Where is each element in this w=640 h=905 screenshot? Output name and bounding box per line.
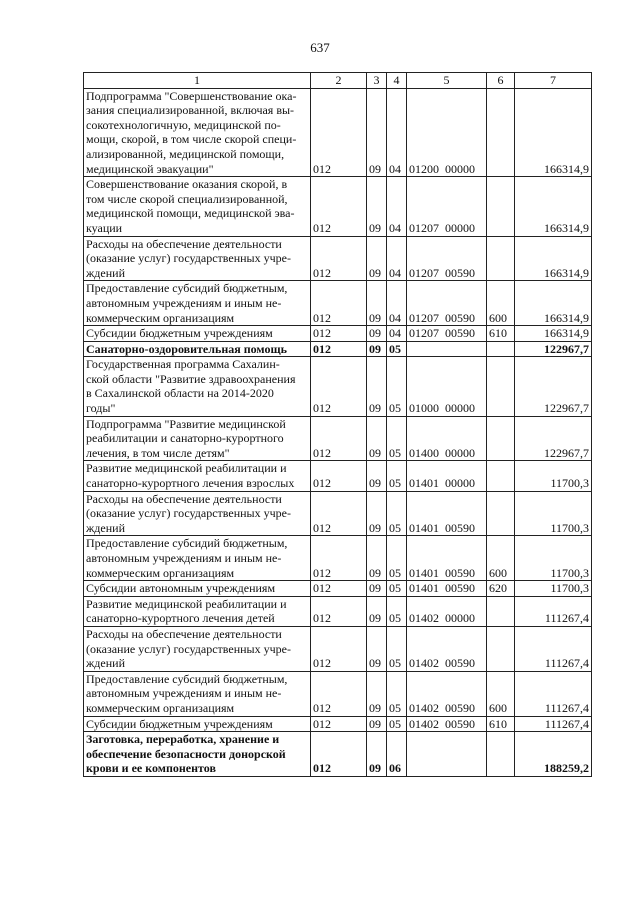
section-code: 09 [367, 416, 387, 461]
expense-type [487, 461, 515, 491]
header-cell: 6 [487, 73, 515, 89]
subsection-code: 05 [387, 626, 407, 671]
amount: 11700,3 [515, 461, 592, 491]
subsection-code: 05 [387, 536, 407, 581]
header-cell: 7 [515, 73, 592, 89]
amount: 166314,9 [515, 177, 592, 236]
item-name: Предоставление субсидий бюджетным, автономным учреждениям и иным не- коммерческим организациям [84, 536, 311, 581]
target-article: 01402 00590 [407, 671, 487, 716]
amount: 111267,4 [515, 626, 592, 671]
expense-type: 620 [487, 581, 515, 597]
amount: 122967,7 [515, 416, 592, 461]
item-name: Расходы на обеспечение деятельности (оказание услуг) государственных учре- ждений [84, 491, 311, 536]
section-code: 09 [367, 732, 387, 777]
subsection-code: 05 [387, 357, 407, 416]
budget-table [83, 72, 592, 777]
expense-type: 610 [487, 716, 515, 732]
header-cell: 5 [407, 73, 487, 89]
expense-type [487, 88, 515, 177]
ministry-code: 012 [311, 596, 367, 626]
target-article: 01401 00590 [407, 536, 487, 581]
item-name: Предоставление субсидий бюджетным, автономным учреждениям и иным не- коммерческим организациям [84, 671, 311, 716]
section-code: 09 [367, 536, 387, 581]
ministry-code: 012 [311, 357, 367, 416]
table-row [84, 461, 592, 491]
expense-type [487, 491, 515, 536]
subsection-code: 05 [387, 596, 407, 626]
amount: 111267,4 [515, 716, 592, 732]
target-article: 01207 00000 [407, 177, 487, 236]
expense-type [487, 357, 515, 416]
table-row [84, 491, 592, 536]
table-row [84, 671, 592, 716]
amount: 122967,7 [515, 341, 592, 357]
amount: 166314,9 [515, 281, 592, 326]
table-row [84, 626, 592, 671]
ministry-code: 012 [311, 716, 367, 732]
expense-type [487, 626, 515, 671]
table-row [84, 88, 592, 177]
amount: 166314,9 [515, 326, 592, 342]
ministry-code: 012 [311, 88, 367, 177]
item-name: Субсидии бюджетным учреждениям [84, 326, 311, 342]
page-number: 637 [310, 40, 330, 55]
ministry-code: 012 [311, 581, 367, 597]
target-article: 01207 00590 [407, 281, 487, 326]
section-code: 09 [367, 341, 387, 357]
subsection-code: 05 [387, 671, 407, 716]
table-row [84, 177, 592, 236]
expense-type [487, 236, 515, 281]
amount: 166314,9 [515, 88, 592, 177]
target-article: 01400 00000 [407, 416, 487, 461]
item-name: Субсидии автономным учреждениям [84, 581, 311, 597]
amount: 11700,3 [515, 536, 592, 581]
target-article: 01401 00590 [407, 491, 487, 536]
subsection-code: 05 [387, 416, 407, 461]
expense-type [487, 732, 515, 777]
ministry-code: 012 [311, 177, 367, 236]
table-row [84, 536, 592, 581]
item-name: Совершенствование оказания скорой, в том числе скорой специализированной, медицинской помощи, медицинской эва- куации [84, 177, 311, 236]
item-name: Заготовка, переработка, хранение и обеспечение безопасности донорской крови и ее компонентов [84, 732, 311, 777]
ministry-code: 012 [311, 236, 367, 281]
expense-type [487, 416, 515, 461]
table-row [84, 581, 592, 597]
section-code: 09 [367, 177, 387, 236]
target-article: 01402 00590 [407, 626, 487, 671]
section-code: 09 [367, 88, 387, 177]
table-row [84, 416, 592, 461]
item-name: Государственная программа Сахалин- ской области "Развитие здравоохранения в Сахалинской области на 2014-2020 годы" [84, 357, 311, 416]
subsection-code: 04 [387, 326, 407, 342]
expense-type: 600 [487, 536, 515, 581]
target-article: 01200 00000 [407, 88, 487, 177]
item-name: Подпрограмма "Совершенствование ока- зания специализированной, включая вы- сокотехнологичную, медицинской по- мощи, скорой, в том числе скорой специ- ализированной, медицинской помощи, медицинской эвакуации" [84, 88, 311, 177]
ministry-code: 012 [311, 671, 367, 716]
target-article: 01402 00590 [407, 716, 487, 732]
subsection-code: 06 [387, 732, 407, 777]
section-code: 09 [367, 716, 387, 732]
section-code: 09 [367, 461, 387, 491]
target-article [407, 341, 487, 357]
expense-type: 600 [487, 281, 515, 326]
table-row [84, 326, 592, 342]
target-article: 01401 00590 [407, 581, 487, 597]
ministry-code: 012 [311, 281, 367, 326]
section-code: 09 [367, 281, 387, 326]
ministry-code: 012 [311, 536, 367, 581]
section-code: 09 [367, 326, 387, 342]
item-name: Санаторно-оздоровительная помощь [84, 341, 311, 357]
amount: 11700,3 [515, 491, 592, 536]
table-row [84, 236, 592, 281]
table-row [84, 281, 592, 326]
amount: 166314,9 [515, 236, 592, 281]
subsection-code: 05 [387, 461, 407, 491]
subsection-code: 04 [387, 236, 407, 281]
expense-type [487, 341, 515, 357]
table-row [84, 341, 592, 357]
ministry-code: 012 [311, 461, 367, 491]
item-name: Развитие медицинской реабилитации и санаторно-курортного лечения взрослых [84, 461, 311, 491]
subsection-code: 05 [387, 341, 407, 357]
table-row [84, 357, 592, 416]
ministry-code: 012 [311, 341, 367, 357]
item-name: Субсидии бюджетным учреждениям [84, 716, 311, 732]
section-code: 09 [367, 596, 387, 626]
ministry-code: 012 [311, 491, 367, 536]
expense-type: 610 [487, 326, 515, 342]
header-cell: 2 [311, 73, 367, 89]
subsection-code: 05 [387, 716, 407, 732]
ministry-code: 012 [311, 326, 367, 342]
header-row [84, 73, 592, 89]
ministry-code: 012 [311, 626, 367, 671]
target-article: 01207 00590 [407, 326, 487, 342]
subsection-code: 05 [387, 491, 407, 536]
subsection-code: 04 [387, 88, 407, 177]
table-row [84, 716, 592, 732]
target-article: 01401 00000 [407, 461, 487, 491]
ministry-code: 012 [311, 416, 367, 461]
section-code: 09 [367, 626, 387, 671]
amount: 111267,4 [515, 596, 592, 626]
amount: 111267,4 [515, 671, 592, 716]
section-code: 09 [367, 236, 387, 281]
expense-type: 600 [487, 671, 515, 716]
expense-type [487, 596, 515, 626]
target-article: 01402 00000 [407, 596, 487, 626]
target-article: 01207 00590 [407, 236, 487, 281]
header-cell: 1 [84, 73, 311, 89]
amount: 11700,3 [515, 581, 592, 597]
ministry-code: 012 [311, 732, 367, 777]
item-name: Развитие медицинской реабилитации и санаторно-курортного лечения детей [84, 596, 311, 626]
item-name: Предоставление субсидий бюджетным, автономным учреждениям и иным не- коммерческим организациям [84, 281, 311, 326]
expense-type [487, 177, 515, 236]
table-row [84, 596, 592, 626]
target-article: 01000 00000 [407, 357, 487, 416]
section-code: 09 [367, 491, 387, 536]
header-cell: 4 [387, 73, 407, 89]
amount: 188259,2 [515, 732, 592, 777]
item-name: Расходы на обеспечение деятельности (оказание услуг) государственных учре- ждений [84, 236, 311, 281]
subsection-code: 04 [387, 177, 407, 236]
target-article [407, 732, 487, 777]
subsection-code: 04 [387, 281, 407, 326]
section-code: 09 [367, 671, 387, 716]
section-code: 09 [367, 357, 387, 416]
amount: 122967,7 [515, 357, 592, 416]
header-cell: 3 [367, 73, 387, 89]
subsection-code: 05 [387, 581, 407, 597]
table-row [84, 732, 592, 777]
section-code: 09 [367, 581, 387, 597]
item-name: Расходы на обеспечение деятельности (оказание услуг) государственных учре- ждений [84, 626, 311, 671]
item-name: Подпрограмма "Развитие медицинской реабилитации и санаторно-курортного лечения, в том числе детям" [84, 416, 311, 461]
